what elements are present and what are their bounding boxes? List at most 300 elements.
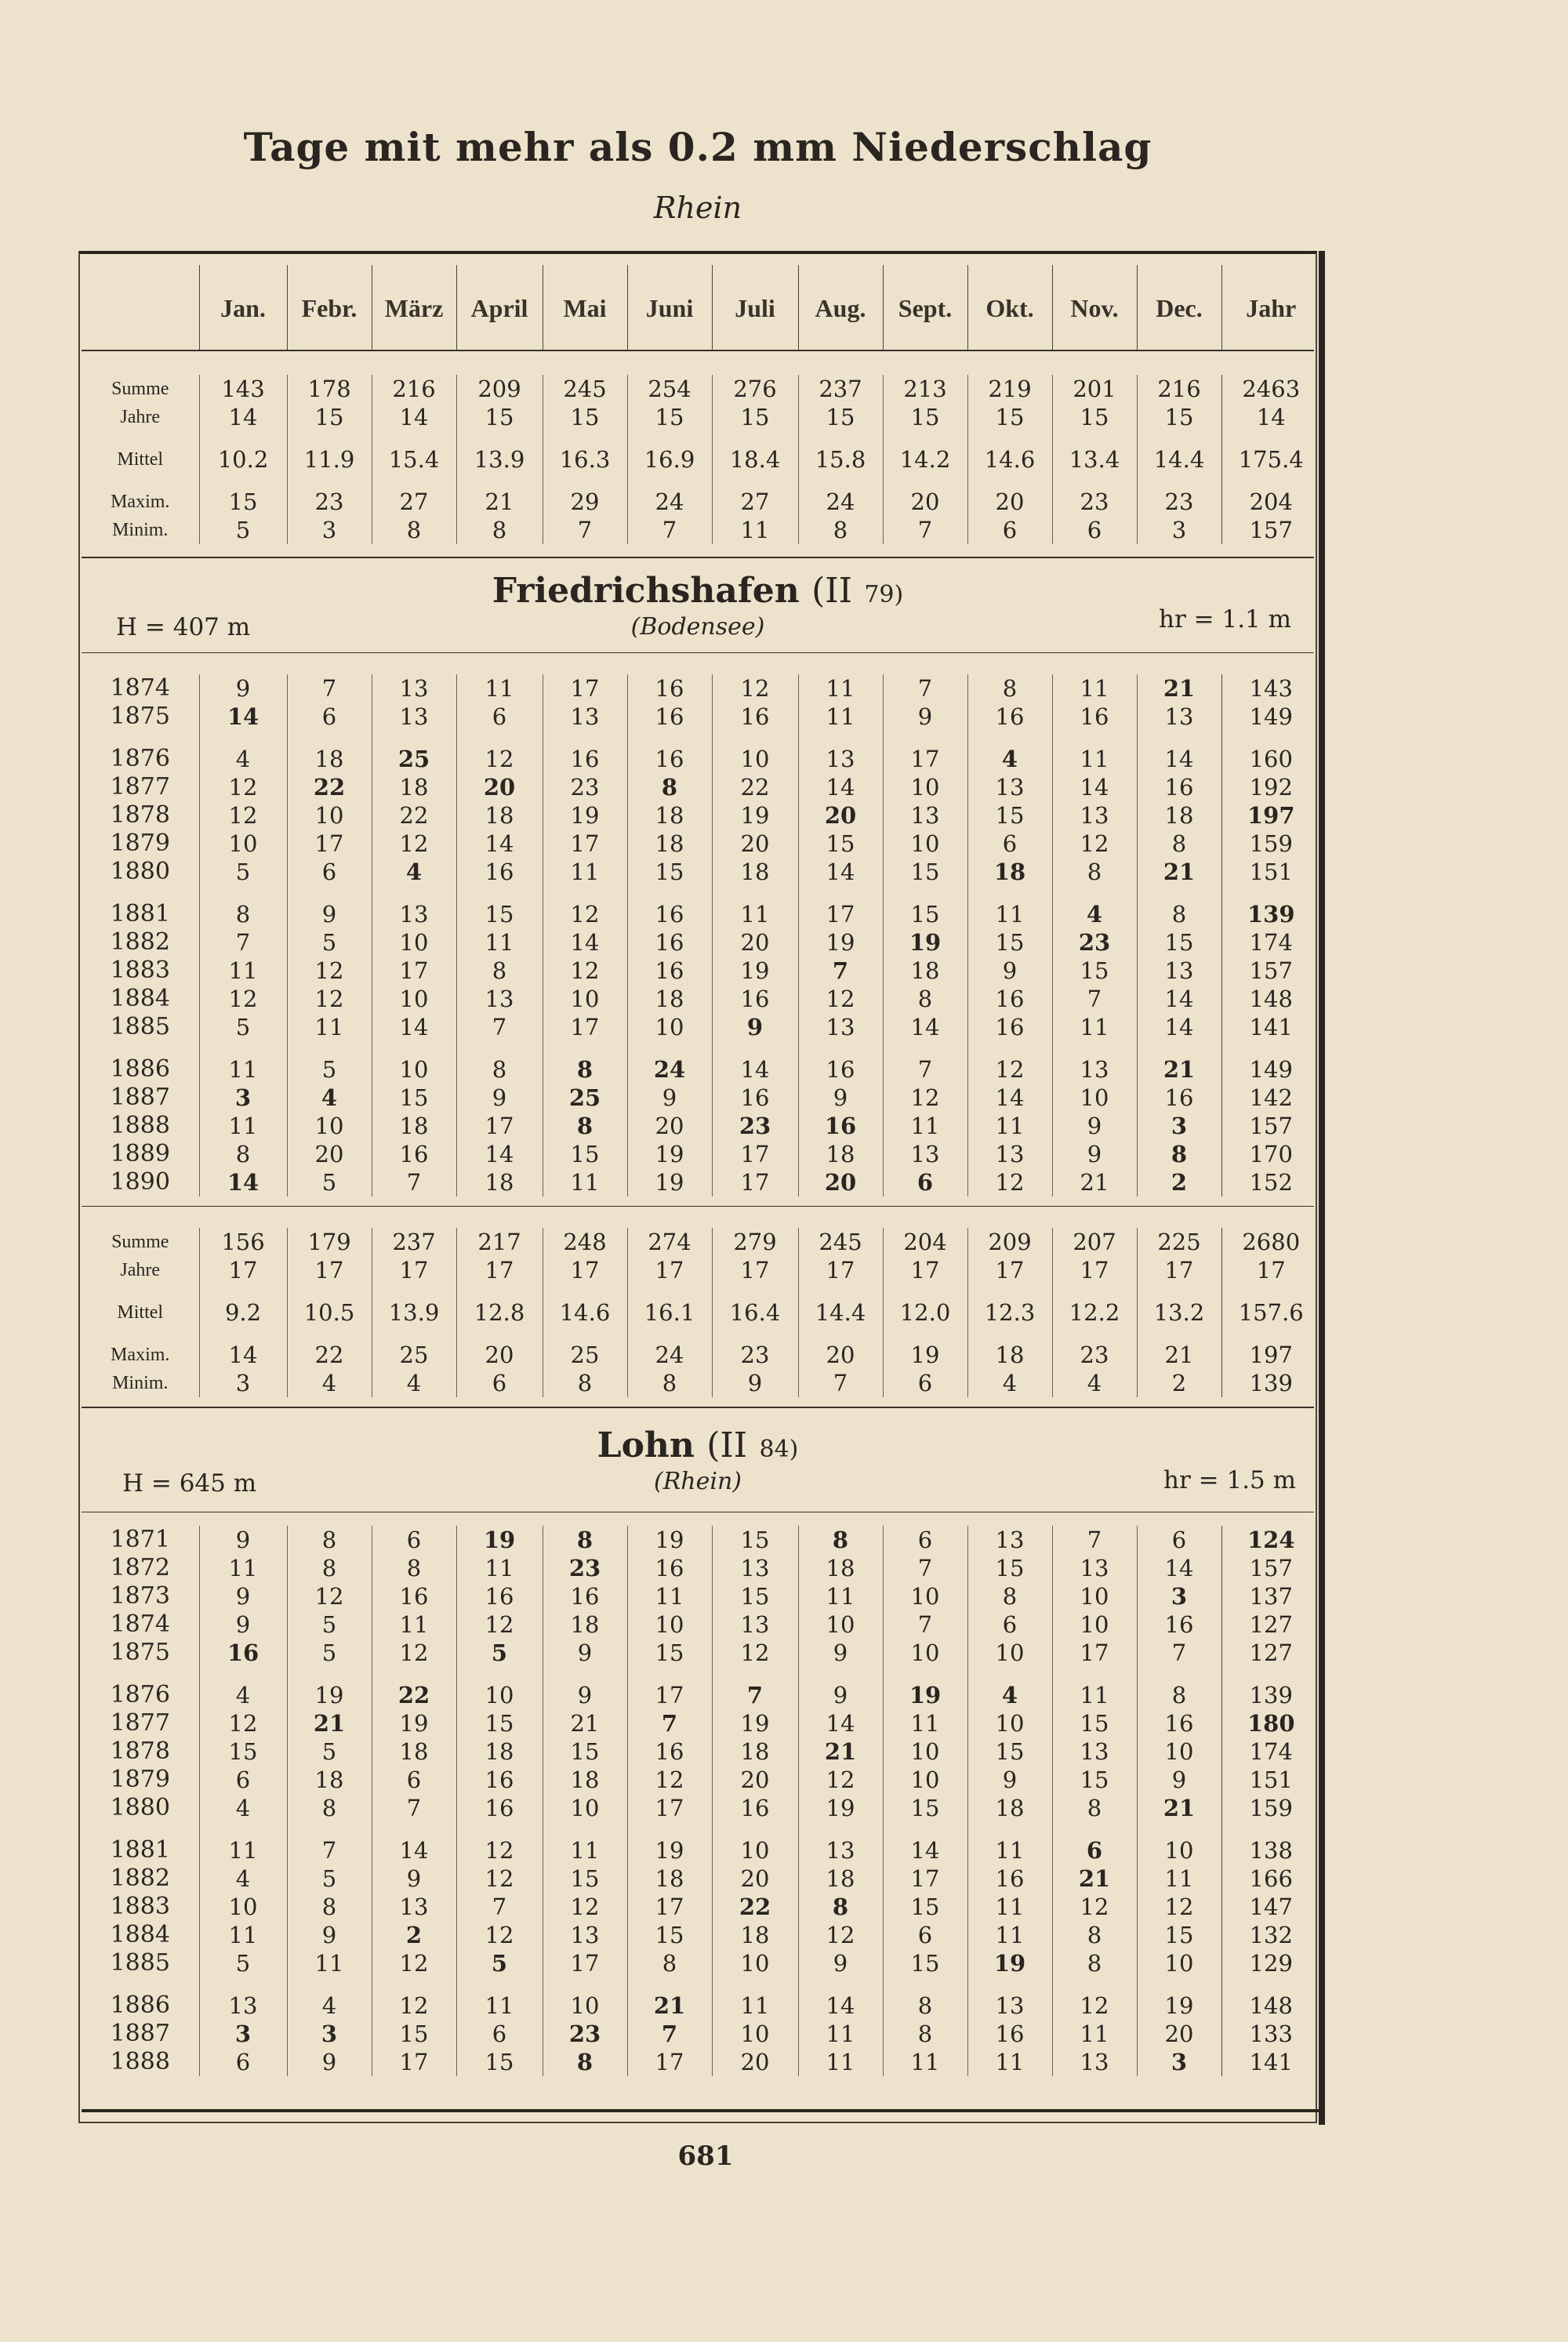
column-header: Juli xyxy=(712,265,798,351)
table-cell: 14 xyxy=(798,1709,883,1737)
friedrichshafen-summary-table xyxy=(82,1228,1320,1397)
table-cell: 19 xyxy=(883,1341,967,1369)
table-cell: 9 xyxy=(798,1639,883,1667)
table-cell: 12 xyxy=(456,1921,543,1949)
table-cell: 13 xyxy=(1137,703,1221,731)
table-cell: 11 xyxy=(543,1836,627,1865)
table-cell: 10 xyxy=(883,1639,967,1667)
table-cell: 12 xyxy=(712,1639,798,1667)
column-header-row xyxy=(82,265,1320,351)
table-cell: 139 xyxy=(1221,900,1320,928)
table-cell: 17 xyxy=(798,900,883,928)
table-cell: 9 xyxy=(543,1681,627,1709)
year-cell: 1886 xyxy=(110,1055,170,1083)
table-row xyxy=(82,1794,1320,1822)
table-cell: 157 xyxy=(1221,957,1320,985)
table-cell: 15 xyxy=(287,403,372,431)
table-cell: 5 xyxy=(287,928,372,957)
table-cell: 7 xyxy=(372,1794,456,1822)
table-cell: 11 xyxy=(1052,1681,1137,1709)
table-cell: 149 xyxy=(1221,1055,1320,1084)
table-row xyxy=(82,1737,1320,1766)
table-row xyxy=(82,1526,1320,1554)
table-cell: 6 xyxy=(967,830,1052,858)
table-cell: 15 xyxy=(712,403,798,431)
table-cell: 15 xyxy=(1137,403,1221,431)
table-cell: 248 xyxy=(543,1228,627,1256)
table-cell: 14 xyxy=(883,1013,967,1041)
year-cell: 1886 xyxy=(110,1992,170,2019)
table-cell: 13 xyxy=(1052,1554,1137,1582)
table-cell: 14 xyxy=(1137,1554,1221,1582)
table-cell: 5 xyxy=(287,1168,372,1196)
table-cell: 148 xyxy=(1221,985,1320,1013)
table-cell: 8 xyxy=(1137,1681,1221,1709)
table-cell: 12 xyxy=(287,957,372,985)
table-cell: 17 xyxy=(883,745,967,773)
year-cell: 1885 xyxy=(110,1013,170,1040)
table-cell: 8 xyxy=(372,1554,456,1582)
page-subtitle: Rhein xyxy=(653,191,742,225)
table-cell: 174 xyxy=(1221,1737,1320,1766)
table-cell: 13 xyxy=(967,1140,1052,1168)
table-cell: 15 xyxy=(627,1639,712,1667)
table-cell: 3 xyxy=(199,1369,287,1397)
table-cell: 11 xyxy=(456,1992,543,2020)
page-title: Tage mit mehr als 0.2 mm Niederschlag xyxy=(243,124,1152,170)
table-cell: 6 xyxy=(883,1168,967,1196)
table-cell: 14 xyxy=(199,703,287,731)
year-cell: 1878 xyxy=(110,801,170,829)
station-name: Lohn xyxy=(597,1425,695,1465)
table-cell: 17 xyxy=(543,1949,627,1977)
table-cell: 7 xyxy=(883,1055,967,1084)
table-cell: 15 xyxy=(372,1084,456,1112)
table-cell: 23 xyxy=(543,2020,627,2048)
table-cell: 18 xyxy=(967,1794,1052,1822)
header-blank-cell xyxy=(82,265,199,351)
table-cell: 15 xyxy=(1052,403,1137,431)
table-cell: 209 xyxy=(967,1228,1052,1256)
table-cell: 14 xyxy=(883,1836,967,1865)
table-cell: 18 xyxy=(372,1112,456,1140)
table-cell: 14 xyxy=(798,858,883,886)
table-cell: 16 xyxy=(712,1084,798,1112)
table-cell: 14 xyxy=(372,1836,456,1865)
table-cell: 159 xyxy=(1221,830,1320,858)
table-row xyxy=(82,1921,1320,1949)
table-cell: 22 xyxy=(372,1681,456,1709)
table-cell: 12 xyxy=(543,957,627,985)
table-cell: 18 xyxy=(798,1865,883,1893)
table-cell: 5 xyxy=(199,516,287,544)
table-cell: 170 xyxy=(1221,1140,1320,1168)
column-header: März xyxy=(372,265,456,351)
table-cell: 5 xyxy=(287,1055,372,1084)
row-label: Maxim. xyxy=(111,492,170,512)
table-cell: 138 xyxy=(1221,1836,1320,1865)
table-cell: 9 xyxy=(712,1369,798,1397)
table-cell: 25 xyxy=(543,1341,627,1369)
table-cell: 14 xyxy=(199,1341,287,1369)
table-cell: 4 xyxy=(372,1369,456,1397)
table-cell: 23 xyxy=(287,488,372,516)
table-cell: 9 xyxy=(372,1865,456,1893)
table-cell: 13 xyxy=(372,1893,456,1921)
table-cell: 18 xyxy=(1137,801,1221,830)
table-cell: 15 xyxy=(627,403,712,431)
table-cell: 14 xyxy=(456,830,543,858)
table-row xyxy=(82,858,1320,886)
table-cell: 11 xyxy=(798,674,883,703)
column-header: Sept. xyxy=(883,265,967,351)
table-cell: 20 xyxy=(712,1865,798,1893)
row-label: Jahre xyxy=(120,407,161,427)
table-cell: 19 xyxy=(798,928,883,957)
table-cell: 6 xyxy=(456,1369,543,1397)
table-cell: 7 xyxy=(883,516,967,544)
summary-row xyxy=(82,488,1320,516)
row-gap xyxy=(82,431,1320,445)
table-cell: 12 xyxy=(967,1055,1052,1084)
table-cell: 16 xyxy=(627,745,712,773)
table-cell: 15 xyxy=(883,858,967,886)
table-cell: 14 xyxy=(712,1055,798,1084)
table-cell: 9 xyxy=(627,1084,712,1112)
table-cell: 18 xyxy=(543,1610,627,1639)
table-row xyxy=(82,957,1320,985)
table-cell: 12 xyxy=(1052,830,1137,858)
table-cell: 16 xyxy=(627,1554,712,1582)
year-cell: 1882 xyxy=(110,928,170,956)
table-cell: 16 xyxy=(543,1582,627,1610)
table-cell: 21 xyxy=(1137,1341,1221,1369)
table-cell: 12 xyxy=(199,773,287,801)
table-cell: 16 xyxy=(712,703,798,731)
table-row xyxy=(82,900,1320,928)
table-cell: 11 xyxy=(199,1112,287,1140)
table-cell: 8 xyxy=(1137,830,1221,858)
table-cell: 17 xyxy=(712,1256,798,1284)
table-cell: 15 xyxy=(883,403,967,431)
table-cell: 7 xyxy=(456,1013,543,1041)
table-cell: 8 xyxy=(627,1949,712,1977)
table-cell: 11 xyxy=(712,516,798,544)
station-heading-lohn xyxy=(0,1425,1396,1465)
table-cell: 19 xyxy=(883,928,967,957)
table-cell: 3 xyxy=(1137,1582,1221,1610)
table-row xyxy=(82,1168,1320,1196)
table-cell: 9 xyxy=(798,1681,883,1709)
table-cell: 16 xyxy=(543,745,627,773)
table-cell: 17 xyxy=(1052,1256,1137,1284)
table-cell: 8 xyxy=(287,1554,372,1582)
year-cell: 1877 xyxy=(110,773,170,801)
table-cell: 17 xyxy=(543,674,627,703)
table-cell: 11 xyxy=(798,1582,883,1610)
table-cell: 274 xyxy=(627,1228,712,1256)
table-cell: 143 xyxy=(1221,674,1320,703)
table-row xyxy=(82,1639,1320,1667)
table-cell: 11 xyxy=(712,1992,798,2020)
table-cell: 17 xyxy=(456,1256,543,1284)
table-row xyxy=(82,674,1320,703)
table-cell: 21 xyxy=(1137,858,1221,886)
summary-row xyxy=(82,516,1320,544)
table-cell: 13 xyxy=(1052,1055,1137,1084)
table-cell: 11 xyxy=(967,1893,1052,1921)
table-cell: 17 xyxy=(1221,1256,1320,1284)
table-cell: 3 xyxy=(287,2020,372,2048)
table-cell: 23 xyxy=(712,1112,798,1140)
table-cell: 6 xyxy=(372,1526,456,1554)
table-cell: 16 xyxy=(712,985,798,1013)
table-cell: 11 xyxy=(456,928,543,957)
table-cell: 20 xyxy=(456,1341,543,1369)
table-cell: 16 xyxy=(627,928,712,957)
table-cell: 8 xyxy=(199,1140,287,1168)
table-cell: 4 xyxy=(1052,1369,1137,1397)
table-cell: 18 xyxy=(372,773,456,801)
table-row xyxy=(82,928,1320,957)
table-cell: 10 xyxy=(712,745,798,773)
station-code: (II xyxy=(811,571,853,611)
table-cell: 23 xyxy=(712,1341,798,1369)
table-cell: 19 xyxy=(287,1681,372,1709)
table-cell: 19 xyxy=(627,1836,712,1865)
table-cell: 15 xyxy=(883,1949,967,1977)
table-cell: 12 xyxy=(1052,1992,1137,2020)
table-cell: 9 xyxy=(1137,1766,1221,1794)
table-cell: 11 xyxy=(712,900,798,928)
table-cell: 6 xyxy=(199,1766,287,1794)
table-cell: 11 xyxy=(199,957,287,985)
table-cell: 10 xyxy=(798,1610,883,1639)
year-cell: 1883 xyxy=(110,1893,170,1920)
table-cell: 5 xyxy=(199,858,287,886)
table-cell: 17 xyxy=(199,1256,287,1284)
table-cell: 10 xyxy=(1052,1610,1137,1639)
table-cell: 14 xyxy=(1221,403,1320,431)
table-cell: 3 xyxy=(1137,1112,1221,1140)
table-cell: 15 xyxy=(712,1526,798,1554)
table-cell: 5 xyxy=(199,1949,287,1977)
table-cell: 14 xyxy=(1137,985,1221,1013)
table-cell: 8 xyxy=(627,773,712,801)
table-cell: 11 xyxy=(967,1112,1052,1140)
table-cell: 23 xyxy=(543,773,627,801)
table-cell: 25 xyxy=(372,745,456,773)
table-cell: 10 xyxy=(372,928,456,957)
column-header: Febr. xyxy=(287,265,372,351)
table-cell: 12 xyxy=(712,674,798,703)
table-cell: 10 xyxy=(883,1582,967,1610)
table-cell: 8 xyxy=(883,985,967,1013)
table-cell: 4 xyxy=(199,1865,287,1893)
table-cell: 8 xyxy=(967,1582,1052,1610)
table-cell: 15 xyxy=(967,1554,1052,1582)
year-cell: 1873 xyxy=(110,1582,170,1610)
year-cell: 1880 xyxy=(110,1794,170,1821)
table-cell: 12 xyxy=(199,801,287,830)
table-cell: 9 xyxy=(798,1084,883,1112)
table-cell: 4 xyxy=(287,1084,372,1112)
row-gap xyxy=(82,886,1320,900)
table-cell: 17 xyxy=(627,2048,712,2076)
table-cell: 9 xyxy=(1052,1140,1137,1168)
year-cell: 1879 xyxy=(110,1766,170,1793)
table-cell: 151 xyxy=(1221,858,1320,886)
table-cell: 18 xyxy=(967,1341,1052,1369)
table-cell: 245 xyxy=(798,1228,883,1256)
table-cell: 21 xyxy=(1052,1168,1137,1196)
table-cell: 11 xyxy=(372,1610,456,1639)
table-cell: 17 xyxy=(627,1794,712,1822)
table-cell: 4 xyxy=(199,745,287,773)
table-cell: 139 xyxy=(1221,1681,1320,1709)
year-cell: 1881 xyxy=(110,1836,170,1864)
table-cell: 12 xyxy=(372,830,456,858)
table-cell: 7 xyxy=(1052,985,1137,1013)
table-cell: 19 xyxy=(798,1794,883,1822)
table-cell: 18 xyxy=(627,1865,712,1893)
table-cell: 20 xyxy=(712,830,798,858)
table-cell: 8 xyxy=(967,674,1052,703)
year-cell: 1888 xyxy=(110,1112,170,1139)
table-cell: 11 xyxy=(456,674,543,703)
table-cell: 11 xyxy=(1052,745,1137,773)
station-height: H = 645 m xyxy=(122,1469,257,1498)
station-code-number: 79) xyxy=(864,581,904,608)
row-label: Summe xyxy=(111,1232,169,1252)
table-cell: 149 xyxy=(1221,703,1320,731)
table-cell: 156 xyxy=(199,1228,287,1256)
table-cell: 4 xyxy=(967,1369,1052,1397)
table-cell: 16 xyxy=(627,957,712,985)
table-row xyxy=(82,2020,1320,2048)
table-cell: 21 xyxy=(798,1737,883,1766)
table-cell: 245 xyxy=(543,375,627,403)
lohn-table xyxy=(82,1526,1320,2076)
table-cell: 6 xyxy=(287,858,372,886)
table-cell: 15 xyxy=(199,1737,287,1766)
table-cell: 10 xyxy=(967,1709,1052,1737)
table-cell: 157 xyxy=(1221,1112,1320,1140)
year-cell: 1879 xyxy=(110,830,170,857)
column-header: Okt. xyxy=(967,265,1052,351)
row-label: Summe xyxy=(111,379,169,399)
table-cell: 10 xyxy=(1052,1084,1137,1112)
table-cell: 13 xyxy=(372,900,456,928)
table-cell: 14.6 xyxy=(543,1298,627,1327)
table-cell: 19 xyxy=(372,1709,456,1737)
table-cell: 13 xyxy=(967,1526,1052,1554)
table-cell: 157 xyxy=(1221,1554,1320,1582)
table-cell: 21 xyxy=(627,1992,712,2020)
table-cell: 11 xyxy=(199,1055,287,1084)
table-cell: 10 xyxy=(372,1055,456,1084)
year-cell: 1884 xyxy=(110,1921,170,1948)
row-label: Minim. xyxy=(112,1373,169,1393)
table-cell: 13 xyxy=(1052,2048,1137,2076)
table-cell: 11 xyxy=(287,1949,372,1977)
table-cell: 137 xyxy=(1221,1582,1320,1610)
table-cell: 20 xyxy=(883,488,967,516)
table-cell: 207 xyxy=(1052,1228,1137,1256)
table-cell: 7 xyxy=(1137,1639,1221,1667)
table-cell: 12 xyxy=(798,1921,883,1949)
table-cell: 14.4 xyxy=(798,1298,883,1327)
table-cell: 14 xyxy=(1052,773,1137,801)
table-cell: 23 xyxy=(543,1554,627,1582)
table-cell: 16 xyxy=(967,2020,1052,2048)
table-cell: 16 xyxy=(456,1794,543,1822)
table-cell: 11 xyxy=(798,2020,883,2048)
table-cell: 11 xyxy=(967,1836,1052,1865)
table-cell: 13.4 xyxy=(1052,445,1137,474)
table-row xyxy=(82,1084,1320,1112)
station-code: (II xyxy=(706,1425,748,1465)
table-cell: 10 xyxy=(456,1681,543,1709)
table-cell: 8 xyxy=(287,1893,372,1921)
table-cell: 15.4 xyxy=(372,445,456,474)
table-cell: 139 xyxy=(1221,1369,1320,1397)
table-cell: 16 xyxy=(627,674,712,703)
table-cell: 17 xyxy=(372,1256,456,1284)
table-cell: 13 xyxy=(1052,801,1137,830)
table-cell: 25 xyxy=(543,1084,627,1112)
table-cell: 142 xyxy=(1221,1084,1320,1112)
table-cell: 14.4 xyxy=(1137,445,1221,474)
table-cell: 4 xyxy=(372,858,456,886)
table-cell: 16.9 xyxy=(627,445,712,474)
table-cell: 11 xyxy=(199,1554,287,1582)
table-cell: 6 xyxy=(883,1921,967,1949)
table-cell: 152 xyxy=(1221,1168,1320,1196)
table-cell: 16 xyxy=(967,1865,1052,1893)
table-cell: 13 xyxy=(199,1992,287,2020)
table-cell: 216 xyxy=(372,375,456,403)
table-cell: 7 xyxy=(712,1681,798,1709)
table-cell: 12 xyxy=(372,1949,456,1977)
row-gap xyxy=(82,1667,1320,1681)
table-cell: 24 xyxy=(627,488,712,516)
table-cell: 4 xyxy=(287,1369,372,1397)
table-cell: 8 xyxy=(627,1369,712,1397)
table-cell: 8 xyxy=(456,1055,543,1084)
table-cell: 18 xyxy=(543,1766,627,1794)
table-cell: 9 xyxy=(1052,1112,1137,1140)
table-cell: 13 xyxy=(712,1554,798,1582)
table-row xyxy=(82,1140,1320,1168)
table-cell: 15 xyxy=(1052,957,1137,985)
table-cell: 157 xyxy=(1221,516,1320,544)
table-cell: 9 xyxy=(287,2048,372,2076)
table-cell: 11 xyxy=(883,1112,967,1140)
summary-row xyxy=(82,1369,1320,1397)
table-cell: 4 xyxy=(967,745,1052,773)
table-cell: 197 xyxy=(1221,801,1320,830)
row-gap xyxy=(82,1284,1320,1298)
table-cell: 6 xyxy=(199,2048,287,2076)
table-row xyxy=(82,1992,1320,2020)
table-cell: 13 xyxy=(967,1992,1052,2020)
table-cell: 8 xyxy=(287,1794,372,1822)
table-cell: 15 xyxy=(967,801,1052,830)
table-cell: 13 xyxy=(967,773,1052,801)
table-cell: 29 xyxy=(543,488,627,516)
table-cell: 16 xyxy=(1137,1610,1221,1639)
